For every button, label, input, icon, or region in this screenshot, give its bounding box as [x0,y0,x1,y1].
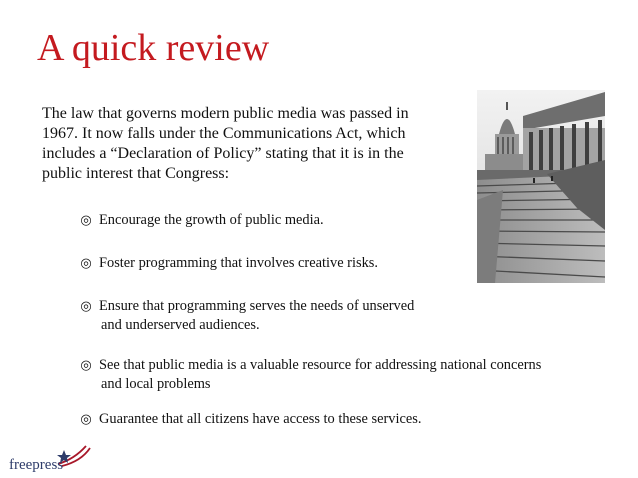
intro-line: includes a “Declaration of Policy” stating that it is in the [42,145,404,162]
bullet-text: Guarantee that all citizens have access to these services. [99,411,422,427]
capitol-photo [477,90,605,283]
slide-title: A quick review [37,27,270,69]
intro-line: The law that governs modern public media was passed in [42,105,409,122]
bullet-text: See that public media is a valuable resource for addressing national concerns [99,357,542,373]
intro-line: public interest that Congress: [42,165,230,182]
bullet-text-continued: and underserved audiences. [101,317,260,333]
bullet-marker-icon: ◎ [80,411,92,426]
bullet-item [78,409,421,429]
bullet-item [78,355,541,394]
bullet-item [78,253,378,273]
freepress-logo [6,441,102,475]
bullet-text: Ensure that programming serves the needs of unserved [99,298,415,314]
bullet-item [78,296,414,335]
bullet-marker-icon: ◎ [80,298,92,313]
bullet-text: Foster programming that involves creative risks. [99,255,378,271]
bullet-item [78,210,324,230]
intro-paragraph [42,104,462,184]
logo-text: freepress [9,457,64,473]
bullet-text: Encourage the growth of public media. [99,212,324,228]
bullet-marker-icon: ◎ [80,212,92,227]
bullet-text-continued: and local problems [101,376,211,392]
bullet-marker-icon: ◎ [80,255,92,270]
intro-line: 1967. It now falls under the Communications Act, which [42,125,406,142]
bullet-marker-icon: ◎ [80,357,92,372]
